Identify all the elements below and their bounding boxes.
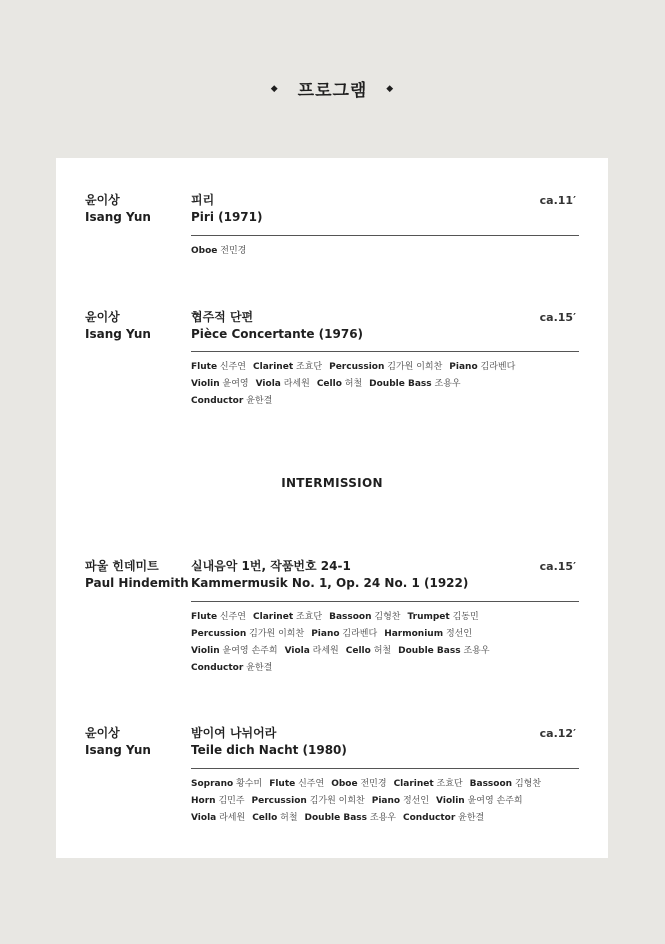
performer-names: 허철	[280, 813, 298, 823]
instrument-label: Percussion	[251, 796, 307, 806]
composer	[85, 558, 195, 592]
diamond-right-icon: ◆	[386, 84, 395, 94]
performer-names: 김라벤다	[480, 362, 516, 372]
performer-entry	[191, 779, 262, 789]
performer-entry	[191, 796, 245, 806]
performer-names: 김가원 이희찬	[309, 796, 365, 806]
instrument-label: Piano	[449, 362, 478, 372]
instrument-label: Oboe	[331, 779, 358, 789]
instrument-label: Flute	[191, 612, 218, 622]
performer-line	[191, 626, 591, 643]
performer-names: 김동민	[452, 612, 479, 622]
performers	[191, 359, 591, 410]
instrument-label: Soprano	[191, 779, 234, 789]
performer-line	[191, 776, 591, 793]
instrument-label: Flute	[269, 779, 296, 789]
performer-names: 윤여영	[222, 379, 249, 389]
performer-entry	[470, 779, 541, 789]
performer-entry	[256, 379, 310, 389]
performer-entry	[191, 362, 246, 372]
performer-names: 조용우	[434, 379, 461, 389]
performer-line	[191, 376, 591, 393]
performer-entry	[191, 396, 272, 406]
performer-line	[191, 660, 591, 677]
performer-names: 김라벤다	[342, 629, 378, 639]
performer-names: 윤여영 손주희	[467, 796, 523, 806]
performer-names: 김형찬	[374, 612, 401, 622]
work-title	[191, 558, 579, 592]
program-card	[56, 158, 608, 858]
duration: ca.15′	[539, 560, 576, 573]
performer-entry	[384, 629, 472, 639]
diamond-left-icon: ◆	[270, 84, 279, 94]
divider	[191, 601, 579, 602]
performer-entry	[449, 362, 515, 372]
performer-entry	[398, 646, 489, 656]
instrument-label: Horn	[191, 796, 216, 806]
work-title	[191, 725, 579, 759]
performer-names: 윤여영 손주희	[222, 646, 278, 656]
duration: ca.12′	[539, 727, 576, 740]
performer-entry	[331, 779, 386, 789]
performer-entry	[253, 612, 322, 622]
instrument-label: Violin	[191, 646, 220, 656]
composer-english: Paul Hindemith	[85, 576, 189, 590]
performer-names: 조용우	[369, 813, 396, 823]
composer-korean: 파울 힌데미트	[85, 559, 159, 573]
intermission-label: INTERMISSION	[281, 476, 383, 490]
composer	[85, 725, 195, 759]
performer-names: 허철	[344, 379, 363, 389]
instrument-label: Double Bass	[398, 646, 461, 656]
instrument-label: Flute	[191, 362, 218, 372]
performer-entry	[394, 779, 463, 789]
performer-entry	[305, 813, 396, 823]
performer-line	[191, 643, 591, 660]
work-title-korean: 실내음악 1번, 작품번호 24-1	[191, 559, 351, 573]
instrument-label: Cello	[252, 813, 278, 823]
composer-korean: 윤이상	[85, 726, 120, 740]
performer-names: 황수미	[236, 779, 263, 789]
work-title-korean: 피리	[191, 193, 215, 207]
performer-names: 정선인	[445, 629, 473, 639]
performers	[191, 609, 591, 677]
performer-entry	[252, 813, 297, 823]
performer-line	[191, 810, 591, 827]
work-title	[191, 192, 579, 226]
performer-names: 조효단	[436, 779, 463, 789]
performer-entry	[346, 646, 391, 656]
performer-names: 김가원 이희찬	[249, 629, 305, 639]
performer-line	[191, 609, 591, 626]
performer-names: 라세원	[283, 379, 310, 389]
composer-english: Isang Yun	[85, 210, 151, 224]
performer-entry	[311, 629, 377, 639]
performer-names: 신주연	[298, 779, 325, 789]
performer-names: 김형찬	[514, 779, 542, 789]
performer-entry	[317, 379, 362, 389]
performer-entry	[252, 796, 365, 806]
work-title-english: Pièce Concertante (1976)	[191, 327, 364, 341]
duration: ca.15′	[539, 311, 576, 324]
performer-names: 윤한결	[246, 396, 273, 406]
instrument-label: Trumpet	[407, 612, 450, 622]
work-title-korean: 밤이여 나뉘어라	[191, 726, 277, 740]
performer-names: 조효단	[296, 612, 323, 622]
instrument-label: Viola	[191, 813, 217, 823]
instrument-label: Double Bass	[304, 813, 368, 823]
performer-names: 김민주	[218, 796, 245, 806]
work-title	[191, 309, 579, 343]
performer-entry	[403, 813, 484, 823]
composer	[85, 192, 195, 226]
performer-line	[191, 359, 591, 376]
instrument-label: Clarinet	[393, 779, 434, 789]
performer-entry	[285, 646, 339, 656]
divider	[191, 351, 579, 352]
instrument-label: Cello	[316, 379, 342, 389]
performer-names: 정선인	[402, 796, 430, 806]
performer-entry	[191, 629, 304, 639]
performer-line	[191, 793, 591, 810]
performer-entry	[191, 612, 246, 622]
performer-names: 윤한결	[458, 813, 485, 823]
composer-korean: 윤이상	[85, 310, 120, 324]
performer-names: 허철	[373, 646, 392, 656]
performers	[191, 243, 591, 260]
program-heading: 프로그램	[297, 81, 368, 101]
performer-names: 김가원 이희찬	[387, 362, 443, 372]
instrument-label: Violin	[191, 379, 220, 389]
instrument-label: Cello	[345, 646, 371, 656]
performer-names: 전민경	[220, 246, 247, 256]
instrument-label: Bassoon	[329, 612, 372, 622]
performer-entry	[329, 362, 442, 372]
performer-names: 조용우	[463, 646, 490, 656]
performer-entry	[329, 612, 400, 622]
work-title-english: Kammermusik No. 1, Op. 24 No. 1 (1922)	[191, 576, 469, 590]
instrument-label: Conductor	[191, 663, 244, 673]
performer-entry	[191, 646, 278, 656]
performer-entry	[191, 813, 245, 823]
performer-entry	[372, 796, 429, 806]
composer-english: Isang Yun	[85, 743, 151, 757]
instrument-label: Piano	[371, 796, 401, 806]
duration: ca.11′	[539, 194, 576, 207]
performers	[191, 776, 591, 827]
instrument-label: Harmonium	[384, 629, 444, 639]
instrument-label: Piano	[311, 629, 340, 639]
page-title	[0, 76, 665, 101]
performer-names: 윤한결	[246, 663, 273, 673]
instrument-label: Conductor	[191, 396, 244, 406]
performer-names: 전민경	[360, 779, 387, 789]
performer-entry	[191, 379, 249, 389]
performer-entry	[253, 362, 322, 372]
performer-entry	[407, 612, 478, 622]
work-title-korean: 협주적 단편	[191, 310, 254, 324]
instrument-label: Double Bass	[369, 379, 432, 389]
divider	[191, 768, 579, 769]
instrument-label: Conductor	[402, 813, 456, 823]
instrument-label: Violin	[436, 796, 465, 806]
performer-names: 라세원	[219, 813, 246, 823]
performer-names: 조효단	[296, 362, 323, 372]
instrument-label: Percussion	[191, 629, 247, 639]
instrument-label: Bassoon	[469, 779, 513, 789]
performer-entry	[369, 379, 460, 389]
composer-korean: 윤이상	[85, 193, 120, 207]
performer-line	[191, 243, 591, 260]
performer-entry	[191, 246, 246, 256]
performer-names: 신주연	[219, 612, 247, 622]
performer-line	[191, 393, 591, 410]
work-title-english: Teile dich Nacht (1980)	[191, 743, 347, 757]
performer-names: 신주연	[219, 362, 247, 372]
work-title-english: Piri (1971)	[191, 210, 263, 224]
performer-entry	[191, 663, 272, 673]
instrument-label: Oboe	[191, 246, 218, 256]
instrument-label: Viola	[284, 646, 310, 656]
performer-entry	[436, 796, 523, 806]
performer-names: 라세원	[312, 646, 339, 656]
performer-entry	[269, 779, 324, 789]
divider	[191, 235, 579, 236]
instrument-label: Clarinet	[253, 612, 294, 622]
composer-english: Isang Yun	[85, 327, 151, 341]
instrument-label: Percussion	[329, 362, 385, 372]
instrument-label: Clarinet	[253, 362, 294, 372]
composer	[85, 309, 195, 343]
instrument-label: Viola	[255, 379, 281, 389]
